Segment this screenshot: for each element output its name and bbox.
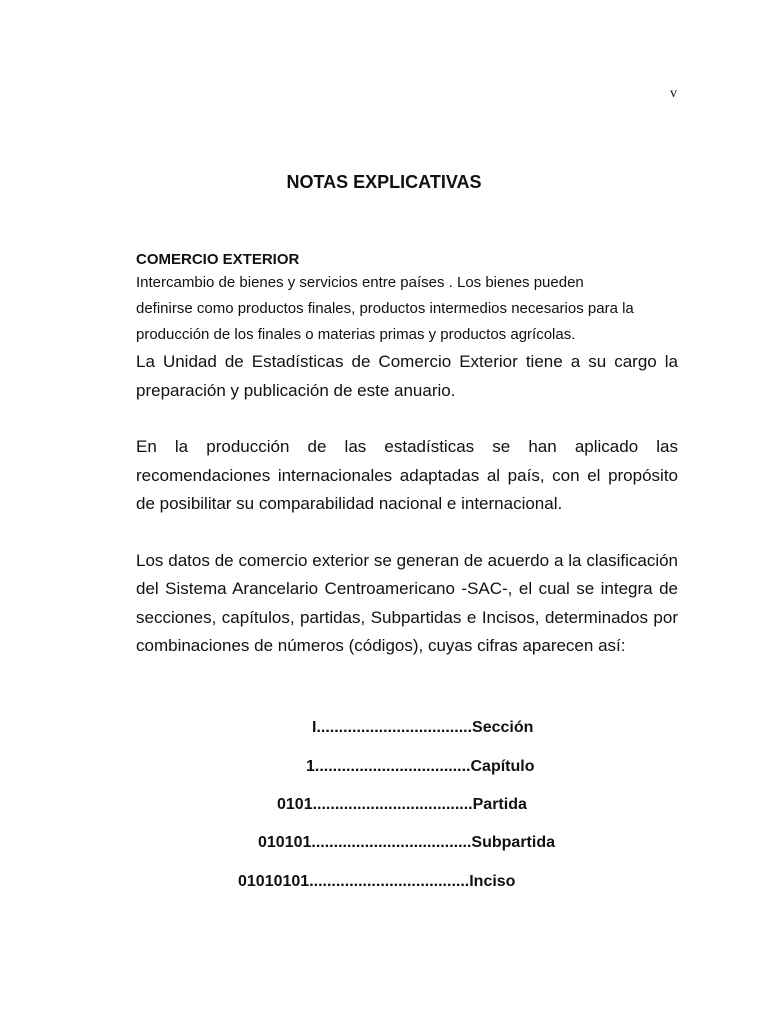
code-line-seccion: I...................................Sección: [312, 719, 534, 736]
paragraph: En la producción de las estadísticas se han aplicado las recomendaciones internacionales adaptadas al país, con el propósito de posibilitar su comparabilidad nacional e internacional.: [136, 437, 678, 513]
definition-line: Intercambio de bienes y servicios entre países . Los bienes pueden: [136, 274, 584, 291]
page-number: v: [670, 86, 677, 101]
page-title: NOTAS EXPLICATIVAS: [286, 172, 482, 192]
definition-line: definirse como productos finales, productos intermedios necesarios para la: [136, 300, 634, 317]
document-body: [136, 250, 678, 661]
paragraph: La Unidad de Estadísticas de Comercio Exterior tiene a su cargo la preparación y publicación de este anuario.: [136, 352, 678, 400]
code-line-inciso: 01010101....................................Inciso: [238, 873, 516, 890]
section-heading: COMERCIO EXTERIOR: [136, 251, 300, 268]
paragraph-spacer: [136, 405, 678, 433]
code-line-subpartida: 010101....................................Subpartida: [258, 834, 555, 851]
paragraph: Los datos de comercio exterior se generan de acuerdo a la clasificación del Sistema Arancelario Centroamericano -SAC-, el cual se integra de secciones, capítulos, partidas, Subpartidas e Incisos, determinados por combinaciones de números (códigos), cuyas cifras aparecen así:: [136, 550, 678, 655]
code-line-partida: 0101....................................Partida: [277, 796, 527, 813]
code-line-capitulo: 1...................................Capítulo: [306, 758, 535, 775]
paragraph-spacer: [136, 519, 678, 547]
definition-line: producción de los finales o materias primas y productos agrícolas.: [136, 326, 576, 343]
